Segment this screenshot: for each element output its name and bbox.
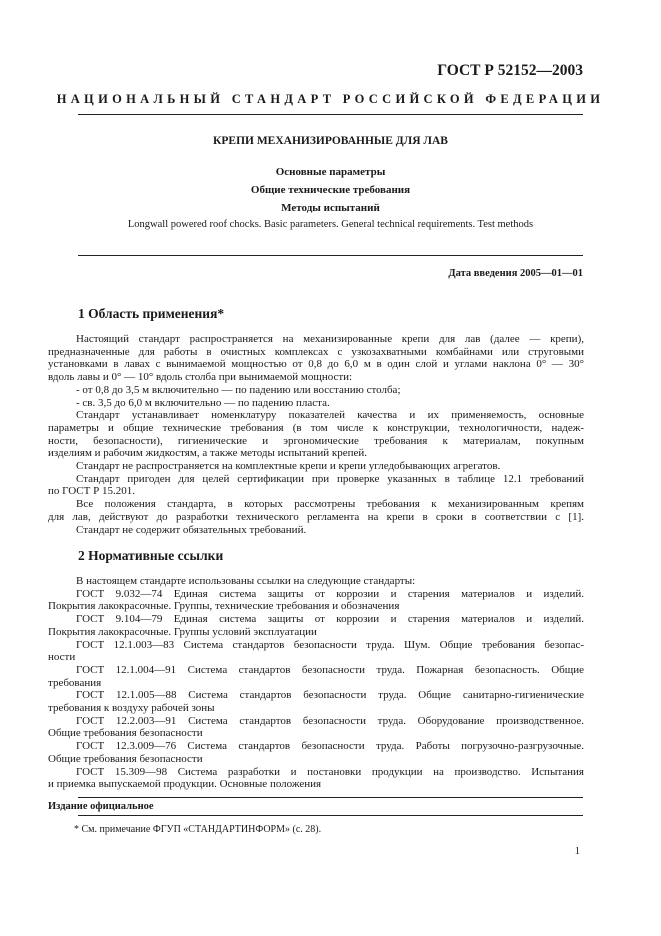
paragraph-line: Стандарт пригоден для целей сертификации при проверке указанных в таблице 12.1 требований <box>76 472 584 485</box>
national-standard-banner: НАЦИОНАЛЬНЫЙ СТАНДАРТ РОССИЙСКОЙ ФЕДЕРАЦИИ <box>56 92 605 106</box>
paragraph-line: Стандарт не распространяется на комплектные крепи и крепи угледобывающих агрегатов. <box>76 460 501 473</box>
reference-line: ГОСТ 12.1.003—83 Система стандартов безопасности труда. Шум. Общие требования безопас- <box>76 638 584 651</box>
paragraph-line: Настоящий стандарт распространяется на механизированные крепи для лав (далее — крепи), <box>76 333 584 345</box>
paragraph-line: Стандарт устанавливает номенклатуру показателей качества и их применяемость, основные <box>76 409 584 422</box>
reference-line: ГОСТ 12.1.005—88 Система стандартов безопасности труда. Общие санитарно-гигиенические <box>76 689 584 702</box>
paragraph-line: установками в лавах с вынимаемой мощностью от 0,8 до 6,0 м в один слой и углами наклона 0° — 30° <box>48 358 584 371</box>
section-2-heading: 2 Нормативные ссылки <box>78 548 224 563</box>
paragraph-line: для лав, действуют до разработки технического регламента на крепи в сроки в соответствии с [1]. <box>48 510 584 523</box>
title-rule <box>78 255 583 256</box>
page-number: 1 <box>574 846 580 857</box>
footnote: * См. примечание ФГУП «СТАНДАРТИНФОРМ» (с. 28). <box>74 824 322 835</box>
english-title: Longwall powered roof chocks. Basic parameters. General technical requirements. Test methods <box>127 219 534 230</box>
list-item: - св. 3,5 до 6,0 м включительно — по падению пласта. <box>76 396 330 409</box>
reference-line: Общие требования безопасности <box>48 727 203 740</box>
document-title: КРЕПИ МЕХАНИЗИРОВАННЫЕ ДЛЯ ЛАВ <box>213 135 448 147</box>
paragraph-line: В настоящем стандарте использованы ссылки на следующие стандарты: <box>76 575 416 587</box>
subtitle-test-methods: Методы испытаний <box>281 202 380 214</box>
reference-line: требования к воздуху рабочей зоны <box>48 702 215 715</box>
reference-line: ГОСТ 12.3.009—76 Система стандартов безопасности труда. Работы погрузочно-разгрузочные. <box>76 740 584 753</box>
reference-line: и приемка выпускаемой продукции. Основные положения <box>48 778 322 791</box>
doc-number: ГОСТ Р 52152—2003 <box>437 62 583 79</box>
paragraph-line: изделиям и рабочим жидкостям, а также методы испытаний крепей. <box>48 447 368 460</box>
header-rule <box>78 114 583 115</box>
reference-line: ГОСТ 9.032—74 Единая система защиты от коррозии и старения материалов и изделий. <box>76 587 584 600</box>
paragraph-line: параметры и общие технические требования (в том числе к конструкции, технологичности, надеж- <box>48 421 584 434</box>
subtitle-requirements: Общие технические требования <box>250 184 411 196</box>
reference-line: требования <box>48 676 102 689</box>
paragraph-line: по ГОСТ Р 15.201. <box>48 485 135 498</box>
paragraph-line: Все положения стандарта, в которых рассмотрены требования к механизированным крепям <box>76 498 584 511</box>
reference-line: ГОСТ 12.2.003—91 Система стандартов безопасности труда. Оборудование производственное. <box>76 714 584 727</box>
edition-label: Издание официальное <box>48 801 154 812</box>
list-item: - от 0,8 до 3,5 м включительно — по падению или восстанию столба; <box>76 383 401 396</box>
reference-line: Покрытия лакокрасочные. Группы условий эксплуатации <box>48 625 317 638</box>
edition-rule-top <box>78 797 583 798</box>
paragraph-line: Стандарт не содержит обязательных требований. <box>76 523 307 536</box>
reference-line: ГОСТ 15.309—98 Система разработки и постановки продукции на производство. Испытания <box>76 765 584 778</box>
reference-line: Покрытия лакокрасочные. Группы, технические требования и обозначения <box>48 600 400 613</box>
intro-date: Дата введения 2005—01—01 <box>448 268 583 279</box>
reference-line: ности <box>48 651 76 664</box>
section-2-body <box>48 575 584 791</box>
reference-line: ГОСТ 9.104—79 Единая система защиты от коррозии и старения материалов и изделий. <box>76 613 584 626</box>
paragraph-line: ности, безопасности), гигиенические и эргономические требования к материалам, покупным <box>48 434 584 447</box>
section-1-body <box>48 333 584 536</box>
reference-line: Общие требования безопасности <box>48 752 203 765</box>
paragraph-line: вдоль лавы и 0° — 10° вдоль столба при вынимаемой мощности: <box>48 371 353 384</box>
document-subtitles <box>0 163 661 217</box>
paragraph-line: предназначенные для работы в очистных комплексах с узкозахватными комбайнами или струговыми <box>48 345 584 358</box>
reference-line: ГОСТ 12.1.004—91 Система стандартов безопасности труда. Пожарная безопасность. Общие <box>76 663 584 676</box>
subtitle-parameters: Основные параметры <box>275 166 386 178</box>
section-1-heading: 1 Область применения* <box>78 306 225 321</box>
edition-rule-bottom <box>78 815 583 816</box>
